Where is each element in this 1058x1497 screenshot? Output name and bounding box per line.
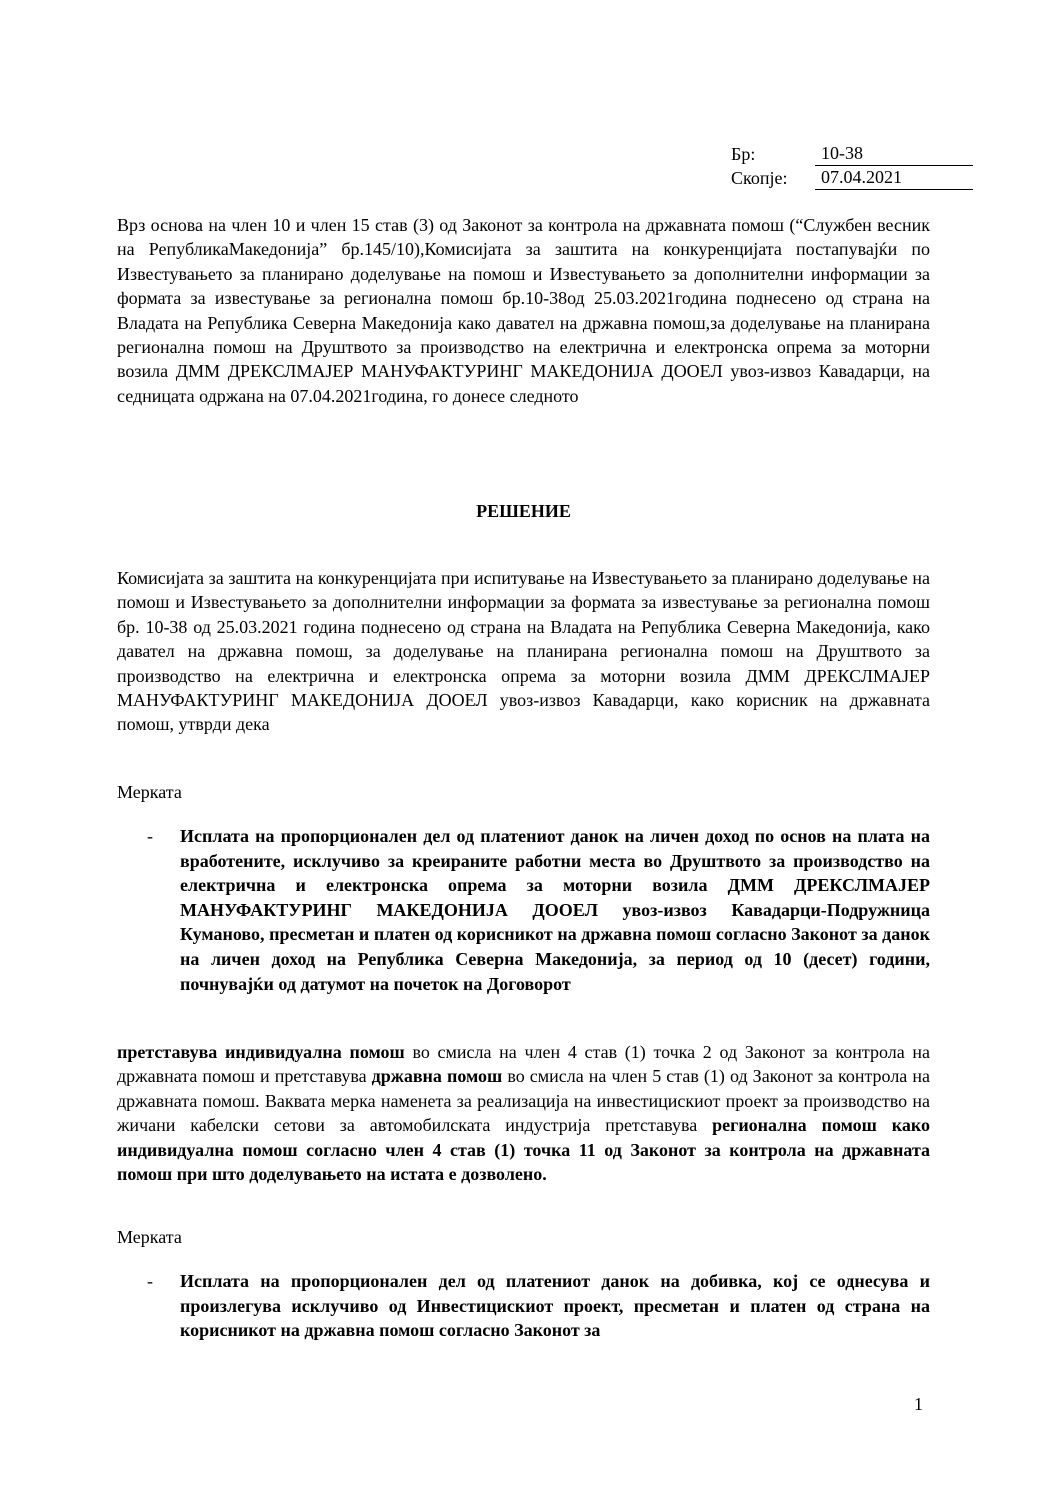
intro-paragraph: Врз основа на член 10 и член 15 став (3) од Законот за контрола на државната помош (“Службен весник на РепубликаМакедонија” бр.145/10),Комисијата за заштита на конкуренцијата постапувајќи по Известувањето за планирано доделување на помош и Известувањето за дополнителни информации за формата за известување за регионална помош бр.10-38од 25.03.2021година поднесено од страна на Владата на Република Северна Македонија како давател на државна помош,за доделување на планирана регионална помош на Друштвото за производство на електрична и електронска опрема за моторни возила ДММ ДРЕКСЛМАЈЕР МАНУФАКТУРИНГ МАКЕДОНИЈА ДООЕЛ увоз-извоз Кавадарци, на седницата одржана на 07.04.2021година, го донесе следното <box>117 215 930 406</box>
measure-label-2: Мерката <box>117 1227 182 1247</box>
reference-number-value: 10-38 <box>815 142 973 166</box>
measure-1-text: Исплата на пропорционален дел од платениот данок на личен доход по основ на плата на вработените, исклучиво за креираните работни места во Друштвото за производство на електрична и електронска опрема за моторни возила ДММ ДРЕКСЛМАЈЕР МАНУФАКТУРИНГ МАКЕДОНИЈА ДООЕЛ увоз-извоз Кавадарци-Подружница Куманово, пресметан и платен од корисникот на државна помош согласно Законот за данок на личен доход на Република Северна Македонија, за период од 10 (десет) години, почнувајќи од датумот на почеток на Договорот <box>180 826 930 994</box>
assessment-bold-2: државна помош <box>371 1066 503 1087</box>
assessment-bold-3: регионална помош како индивидуална помош согласно член 4 став (1) точка 11 од Законот за контрола на државната помош при што доделувањето на истата е дозволено. <box>117 1115 930 1185</box>
reference-date-value: 07.04.2021 <box>815 166 973 190</box>
page-number: 1 <box>914 1394 923 1414</box>
reference-number-row <box>731 142 973 166</box>
reference-number-label: Бр: <box>731 144 756 164</box>
assessment-text-1: во смисла на член 4 став (1) точка 2 од Законот за контрола на државната помош и претставува <box>117 1042 930 1087</box>
reference-block <box>731 142 973 190</box>
assessment-text-2: во смисла на член 5 став (1) од Законот за контрола на државната помош. Ваквата мерка наменета за реализација на инвестицискиот проект за производство на жичани кабелски сетови за автомобилската индустрија претставува <box>117 1066 930 1136</box>
bullet-dash: - <box>147 1271 153 1291</box>
assessment-bold-1: претставува индивидуална помош <box>117 1042 405 1062</box>
document-title: РЕШЕНИЕ <box>476 501 571 521</box>
reference-date-row <box>731 166 973 190</box>
assessment-paragraph <box>117 1040 930 1186</box>
reference-place-label: Скопје: <box>731 168 788 188</box>
measure-label-1: Мерката <box>117 782 182 802</box>
decision-paragraph: Комисијата за заштита на конкуренцијата при испитување на Известувањето за планирано доделување на помош и Известувањето за дополнителни информации за формата за известување за регионална помош бр. 10-38 од 25.03.2021 година поднесено од страна на Владата на Република Северна Македонија, како давател на државна помош, за доделување на планирана регионална помош на Друштвото за производство на електрична и електронска опрема за моторни возила ДММ ДРЕКСЛМАЈЕР МАНУФАКТУРИНГ МАКЕДОНИЈА ДООЕЛ увоз-извоз Кавадарци, како корисник на државната помош, утврди дека <box>117 568 930 735</box>
measure-2-text: Исплата на пропорционален дел од платениот данок на добивка, кој се однесува и произлегува исклучиво од Инвестицискиот проект, пресметан и платен од страна на корисникот на државна помош согласно Законот за <box>180 1271 930 1341</box>
bullet-dash: - <box>147 826 153 846</box>
